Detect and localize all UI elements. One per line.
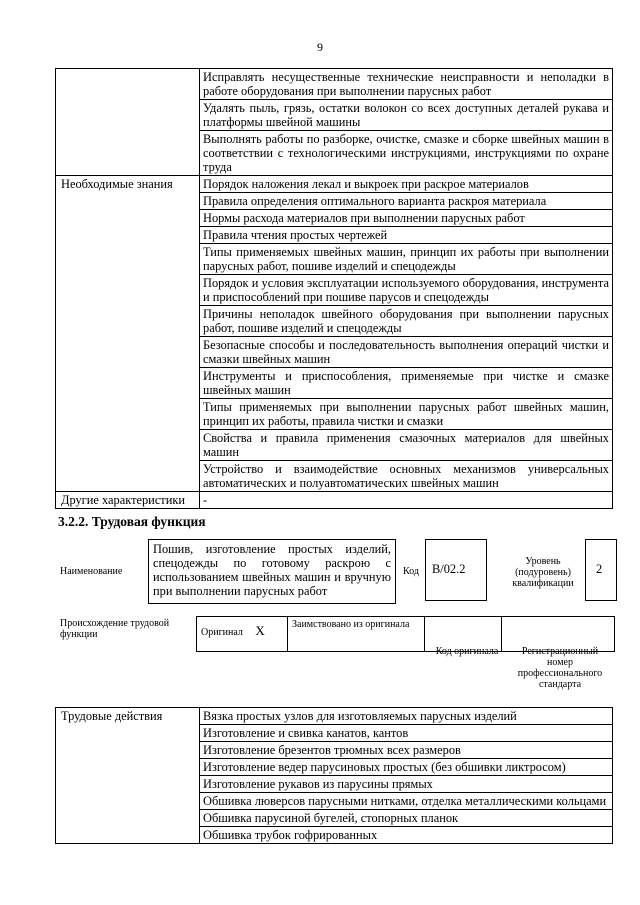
row-item: Причины неполадок швейного оборудования при выполнении парусных работ, пошиве изделий и спецодежды bbox=[200, 306, 613, 337]
table-row bbox=[56, 69, 613, 100]
row-item: - bbox=[200, 492, 613, 509]
original-mark: X bbox=[255, 623, 265, 638]
row-item: Удалять пыль, грязь, остатки волокон со всех доступных деталей рукава и платформы швейной машины bbox=[200, 100, 613, 131]
labor-action-item: Изготовление брезентов трюмных всех размеров bbox=[200, 742, 613, 759]
code-original-label: Код оригинала bbox=[435, 646, 499, 657]
labor-action-item: Обшивка люверсов парусными нитками, отделка металлическими кольцами bbox=[200, 793, 613, 810]
labor-action-item: Обшивка парусиной бугелей, стопорных планок bbox=[200, 810, 613, 827]
row-item: Правила определения оптимального варианта раскроя материала bbox=[200, 193, 613, 210]
reg-number-label: Регистрационный номер профессионального стандарта bbox=[517, 646, 603, 690]
row-label bbox=[56, 69, 200, 176]
row-item: Типы применяемых швейных машин, принцип их работы при выполнении парусных работ, пошиве изделий и спецодежды bbox=[200, 244, 613, 275]
table-row bbox=[56, 492, 613, 509]
row-label: Необходимые знания bbox=[56, 176, 200, 492]
original-label: Оригинал bbox=[201, 627, 243, 638]
row-item: Типы применяемых при выполнении парусных работ швейных машин, принцип их работы, правила чистки и смазки bbox=[200, 399, 613, 430]
function-name-box: Пошив, изготовление простых изделий, спецодежды по готовому раскрою с использованием швейных машин и вручную при выполнении парусных работ bbox=[148, 539, 396, 604]
row-item: Устройство и взаимодействие основных механизмов универсальных автоматических и полуавтоматических швейных машин bbox=[200, 461, 613, 492]
borrowed-label: Заимствовано из оригинала bbox=[292, 619, 410, 630]
row-item: Выполнять работы по разборке, очистке, смазке и сборке швейных машин в соответствии с технологическими инструкциями, инструкциями по охране труда bbox=[200, 131, 613, 176]
labor-actions-table bbox=[55, 707, 613, 844]
row-label: Трудовые действия bbox=[56, 708, 200, 844]
row-item: Исправлять несущественные технические неисправности и неполадки в работе оборудования при выполнении парусных работ bbox=[200, 69, 613, 100]
labor-action-item: Изготовление рукавов из парусины прямых bbox=[200, 776, 613, 793]
row-item: Нормы расхода материалов при выполнении парусных работ bbox=[200, 210, 613, 227]
labor-action-item: Вязка простых узлов для изготовляемых парусных изделий bbox=[200, 708, 613, 725]
code-value-box: B/02.2 bbox=[425, 539, 487, 601]
labor-action-item: Изготовление ведер парусиновых простых (без обшивки ликтросом) bbox=[200, 759, 613, 776]
labor-action-item: Обшивка трубок гофрированных bbox=[200, 827, 613, 844]
borrowed-cell bbox=[288, 617, 425, 652]
table-row bbox=[56, 176, 613, 193]
code-label: Код bbox=[403, 566, 419, 577]
level-label: Уровень (подуровень) квалификации bbox=[512, 556, 574, 589]
row-label: Другие характеристики bbox=[56, 492, 200, 509]
row-item: Безопасные способы и последовательность выполнения операций чистки и смазки швейных машин bbox=[200, 337, 613, 368]
section-heading: 3.2.2. Трудовая функция bbox=[58, 514, 206, 529]
table-row bbox=[56, 708, 613, 725]
labor-action-item: Изготовление и свивка канатов, кантов bbox=[200, 725, 613, 742]
requirements-table bbox=[55, 68, 613, 509]
name-label: Наименование bbox=[60, 566, 123, 577]
row-item: Порядок наложения лекал и выкроек при раскрое материалов bbox=[200, 176, 613, 193]
origin-label: Происхождение трудовой функции bbox=[60, 618, 170, 640]
row-item: Свойства и правила применения смазочных материалов для швейных машин bbox=[200, 430, 613, 461]
level-value-box: 2 bbox=[585, 539, 617, 601]
row-item: Инструменты и приспособления, применяемые при чистке и смазке швейных машин bbox=[200, 368, 613, 399]
page-number: 9 bbox=[317, 40, 323, 54]
original-cell bbox=[197, 617, 288, 652]
row-item: Правила чтения простых чертежей bbox=[200, 227, 613, 244]
row-item: Порядок и условия эксплуатации используемого оборудования, инструмента и приспособлений при пошиве парусов и спецодежды bbox=[200, 275, 613, 306]
